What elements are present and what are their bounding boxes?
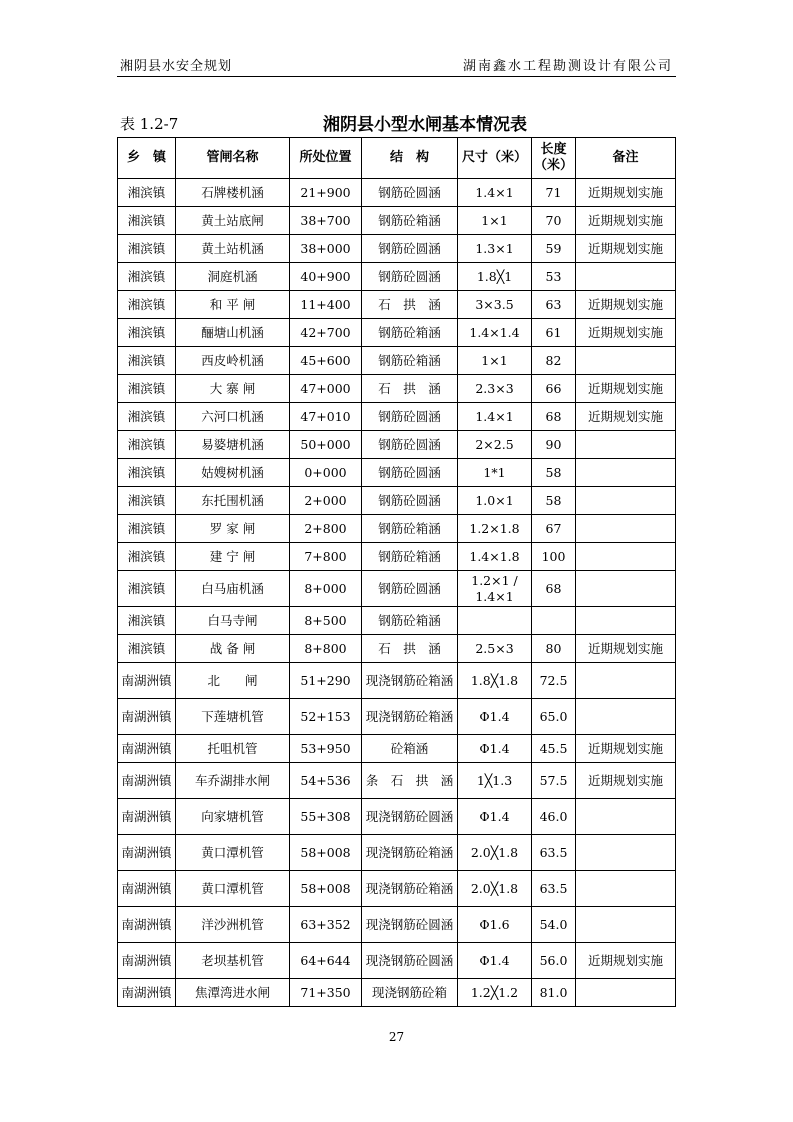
cell-structure: 现浇钢筋砼圆涵 bbox=[362, 907, 458, 943]
cell-note: 近期规划实施 bbox=[576, 179, 676, 207]
header-rule bbox=[117, 76, 676, 77]
running-header-left: 湘阴县水安全规划 bbox=[120, 59, 233, 74]
cell-location: 42+700 bbox=[290, 319, 362, 347]
col-header-location: 所处位置 bbox=[290, 138, 362, 179]
cell-structure: 石 拱 涵 bbox=[362, 375, 458, 403]
cell-name: 和 平 闸 bbox=[176, 291, 290, 319]
cell-location: 71+350 bbox=[290, 979, 362, 1007]
cell-length: 54.0 bbox=[532, 907, 576, 943]
cell-town: 湘滨镇 bbox=[118, 375, 176, 403]
cell-structure: 钢筋砼圆涵 bbox=[362, 571, 458, 607]
table-number: 表 1.2-7 bbox=[120, 115, 179, 133]
cell-name: 黄土站底闸 bbox=[176, 207, 290, 235]
cell-size: 2.3×3 bbox=[458, 375, 532, 403]
table-row bbox=[118, 487, 676, 515]
cell-name: 黄口潭机管 bbox=[176, 871, 290, 907]
cell-size: 2×2.5 bbox=[458, 431, 532, 459]
cell-location: 58+008 bbox=[290, 871, 362, 907]
table-row bbox=[118, 607, 676, 635]
cell-length: 58 bbox=[532, 487, 576, 515]
cell-town: 湘滨镇 bbox=[118, 403, 176, 431]
cell-location: 8+500 bbox=[290, 607, 362, 635]
table-row bbox=[118, 263, 676, 291]
cell-structure: 钢筋砼箱涵 bbox=[362, 515, 458, 543]
cell-length: 45.5 bbox=[532, 735, 576, 763]
table-row bbox=[118, 375, 676, 403]
cell-size: 1.4×1 bbox=[458, 403, 532, 431]
table-row bbox=[118, 663, 676, 699]
cell-name: 建 宁 闸 bbox=[176, 543, 290, 571]
cell-location: 38+700 bbox=[290, 207, 362, 235]
cell-name: 酾塘山机涵 bbox=[176, 319, 290, 347]
cell-structure: 现浇钢筋砼箱 bbox=[362, 979, 458, 1007]
cell-size: 1.2×1.8 bbox=[458, 515, 532, 543]
cell-size: 1╳1.3 bbox=[458, 763, 532, 799]
cell-structure: 钢筋砼圆涵 bbox=[362, 459, 458, 487]
cell-town: 湘滨镇 bbox=[118, 235, 176, 263]
cell-location: 64+644 bbox=[290, 943, 362, 979]
cell-length: 80 bbox=[532, 635, 576, 663]
cell-town: 湘滨镇 bbox=[118, 207, 176, 235]
cell-name: 老坝基机管 bbox=[176, 943, 290, 979]
cell-note bbox=[576, 543, 676, 571]
col-header-structure: 结 构 bbox=[362, 138, 458, 179]
cell-structure: 钢筋砼圆涵 bbox=[362, 487, 458, 515]
table-row bbox=[118, 347, 676, 375]
cell-location: 11+400 bbox=[290, 291, 362, 319]
cell-length: 61 bbox=[532, 319, 576, 347]
cell-name: 向家塘机管 bbox=[176, 799, 290, 835]
cell-size: 1.3×1 bbox=[458, 235, 532, 263]
cell-name: 六河口机涵 bbox=[176, 403, 290, 431]
col-header-size: 尺寸（米） bbox=[458, 138, 532, 179]
cell-size: 2.0╳1.8 bbox=[458, 871, 532, 907]
table-row bbox=[118, 319, 676, 347]
cell-structure: 砼箱涵 bbox=[362, 735, 458, 763]
cell-name: 北 闸 bbox=[176, 663, 290, 699]
cell-length: 67 bbox=[532, 515, 576, 543]
cell-length: 63 bbox=[532, 291, 576, 319]
cell-location: 52+153 bbox=[290, 699, 362, 735]
cell-length: 71 bbox=[532, 179, 576, 207]
cell-length: 90 bbox=[532, 431, 576, 459]
cell-size: 2.0╳1.8 bbox=[458, 835, 532, 871]
cell-location: 53+950 bbox=[290, 735, 362, 763]
cell-name: 洞庭机涵 bbox=[176, 263, 290, 291]
cell-note: 近期规划实施 bbox=[576, 291, 676, 319]
cell-length bbox=[532, 607, 576, 635]
cell-location: 8+000 bbox=[290, 571, 362, 607]
cell-town: 湘滨镇 bbox=[118, 571, 176, 607]
cell-town: 湘滨镇 bbox=[118, 263, 176, 291]
cell-location: 47+010 bbox=[290, 403, 362, 431]
col-header-town: 乡 镇 bbox=[118, 138, 176, 179]
cell-location: 8+800 bbox=[290, 635, 362, 663]
cell-note bbox=[576, 347, 676, 375]
cell-location: 47+000 bbox=[290, 375, 362, 403]
cell-location: 45+600 bbox=[290, 347, 362, 375]
cell-town: 湘滨镇 bbox=[118, 179, 176, 207]
cell-length: 56.0 bbox=[532, 943, 576, 979]
cell-structure: 钢筋砼箱涵 bbox=[362, 607, 458, 635]
cell-size: Φ1.4 bbox=[458, 699, 532, 735]
table-header-row bbox=[118, 138, 676, 179]
col-header-length: 长度（米） bbox=[532, 138, 576, 179]
cell-structure: 石 拱 涵 bbox=[362, 291, 458, 319]
cell-note bbox=[576, 799, 676, 835]
cell-note: 近期规划实施 bbox=[576, 235, 676, 263]
table-title: 湘阴县小型水闸基本情况表 bbox=[323, 115, 527, 135]
cell-size: 3×3.5 bbox=[458, 291, 532, 319]
table-row bbox=[118, 907, 676, 943]
cell-length: 65.0 bbox=[532, 699, 576, 735]
cell-size: 1.8╳1.8 bbox=[458, 663, 532, 699]
table-row bbox=[118, 763, 676, 799]
cell-note: 近期规划实施 bbox=[576, 763, 676, 799]
cell-name: 易婆塘机涵 bbox=[176, 431, 290, 459]
cell-size: 1×1 bbox=[458, 207, 532, 235]
cell-town: 南湖洲镇 bbox=[118, 663, 176, 699]
cell-note: 近期规划实施 bbox=[576, 375, 676, 403]
cell-note bbox=[576, 459, 676, 487]
cell-structure: 现浇钢筋砼箱涵 bbox=[362, 699, 458, 735]
cell-town: 南湖洲镇 bbox=[118, 907, 176, 943]
cell-location: 21+900 bbox=[290, 179, 362, 207]
cell-town: 南湖洲镇 bbox=[118, 979, 176, 1007]
cell-size: 1.4×1.8 bbox=[458, 543, 532, 571]
cell-location: 54+536 bbox=[290, 763, 362, 799]
table-row bbox=[118, 571, 676, 607]
cell-size: Φ1.4 bbox=[458, 799, 532, 835]
cell-structure: 条 石 拱 涵 bbox=[362, 763, 458, 799]
cell-note bbox=[576, 699, 676, 735]
cell-note: 近期规划实施 bbox=[576, 207, 676, 235]
table-row bbox=[118, 235, 676, 263]
cell-size: Φ1.4 bbox=[458, 943, 532, 979]
cell-size: Φ1.4 bbox=[458, 735, 532, 763]
cell-name: 黄土站机涵 bbox=[176, 235, 290, 263]
cell-length: 63.5 bbox=[532, 871, 576, 907]
cell-size: Φ1.6 bbox=[458, 907, 532, 943]
table-row bbox=[118, 735, 676, 763]
cell-length: 68 bbox=[532, 571, 576, 607]
cell-structure: 钢筋砼圆涵 bbox=[362, 263, 458, 291]
table-row bbox=[118, 403, 676, 431]
cell-location: 40+900 bbox=[290, 263, 362, 291]
table-row bbox=[118, 179, 676, 207]
cell-size: 1.8╳1 bbox=[458, 263, 532, 291]
table-row bbox=[118, 543, 676, 571]
cell-note bbox=[576, 871, 676, 907]
cell-note bbox=[576, 979, 676, 1007]
cell-name: 姑嫂树机涵 bbox=[176, 459, 290, 487]
cell-length: 70 bbox=[532, 207, 576, 235]
cell-size: 1.2×1 / 1.4×1 bbox=[458, 571, 532, 607]
col-header-name: 管闸名称 bbox=[176, 138, 290, 179]
cell-structure: 现浇钢筋砼箱涵 bbox=[362, 663, 458, 699]
table-body bbox=[118, 179, 676, 1007]
cell-note bbox=[576, 607, 676, 635]
cell-size: 1.2╳1.2 bbox=[458, 979, 532, 1007]
cell-structure: 钢筋砼圆涵 bbox=[362, 179, 458, 207]
cell-location: 0+000 bbox=[290, 459, 362, 487]
cell-note: 近期规划实施 bbox=[576, 319, 676, 347]
cell-size: 2.5×3 bbox=[458, 635, 532, 663]
cell-structure: 钢筋砼圆涵 bbox=[362, 235, 458, 263]
cell-location: 58+008 bbox=[290, 835, 362, 871]
table-row bbox=[118, 835, 676, 871]
cell-structure: 现浇钢筋砼箱涵 bbox=[362, 835, 458, 871]
table-row bbox=[118, 871, 676, 907]
cell-name: 大 寨 闸 bbox=[176, 375, 290, 403]
cell-name: 西皮岭机涵 bbox=[176, 347, 290, 375]
cell-location: 2+000 bbox=[290, 487, 362, 515]
cell-length: 63.5 bbox=[532, 835, 576, 871]
cell-note bbox=[576, 487, 676, 515]
table-row bbox=[118, 699, 676, 735]
cell-size: 1.0×1 bbox=[458, 487, 532, 515]
cell-length: 46.0 bbox=[532, 799, 576, 835]
cell-length: 57.5 bbox=[532, 763, 576, 799]
cell-structure: 现浇钢筋砼圆涵 bbox=[362, 799, 458, 835]
cell-structure: 石 拱 涵 bbox=[362, 635, 458, 663]
cell-note bbox=[576, 515, 676, 543]
cell-note: 近期规划实施 bbox=[576, 735, 676, 763]
cell-town: 南湖洲镇 bbox=[118, 763, 176, 799]
table-row bbox=[118, 635, 676, 663]
cell-note bbox=[576, 663, 676, 699]
cell-location: 55+308 bbox=[290, 799, 362, 835]
cell-name: 白马庙机涵 bbox=[176, 571, 290, 607]
cell-length: 100 bbox=[532, 543, 576, 571]
sluice-table bbox=[117, 137, 676, 1007]
cell-name: 托咀机管 bbox=[176, 735, 290, 763]
table-row bbox=[118, 799, 676, 835]
cell-town: 南湖洲镇 bbox=[118, 699, 176, 735]
cell-note: 近期规划实施 bbox=[576, 635, 676, 663]
cell-name: 战 备 闸 bbox=[176, 635, 290, 663]
table-row bbox=[118, 207, 676, 235]
cell-town: 湘滨镇 bbox=[118, 607, 176, 635]
table-row bbox=[118, 459, 676, 487]
cell-structure: 钢筋砼箱涵 bbox=[362, 347, 458, 375]
cell-name: 黄口潭机管 bbox=[176, 835, 290, 871]
table-row bbox=[118, 431, 676, 459]
cell-note bbox=[576, 263, 676, 291]
cell-length: 68 bbox=[532, 403, 576, 431]
table-row bbox=[118, 979, 676, 1007]
cell-size bbox=[458, 607, 532, 635]
cell-structure: 现浇钢筋砼箱涵 bbox=[362, 871, 458, 907]
cell-town: 湘滨镇 bbox=[118, 515, 176, 543]
cell-location: 2+800 bbox=[290, 515, 362, 543]
cell-town: 南湖洲镇 bbox=[118, 735, 176, 763]
cell-location: 51+290 bbox=[290, 663, 362, 699]
cell-name: 罗 家 闸 bbox=[176, 515, 290, 543]
cell-structure: 钢筋砼圆涵 bbox=[362, 403, 458, 431]
cell-town: 湘滨镇 bbox=[118, 347, 176, 375]
cell-name: 车乔湖排水闸 bbox=[176, 763, 290, 799]
cell-note bbox=[576, 431, 676, 459]
cell-name: 石牌楼机涵 bbox=[176, 179, 290, 207]
cell-town: 南湖洲镇 bbox=[118, 943, 176, 979]
cell-town: 湘滨镇 bbox=[118, 543, 176, 571]
table-row bbox=[118, 291, 676, 319]
cell-structure: 现浇钢筋砼圆涵 bbox=[362, 943, 458, 979]
cell-location: 38+000 bbox=[290, 235, 362, 263]
cell-note bbox=[576, 571, 676, 607]
cell-town: 湘滨镇 bbox=[118, 487, 176, 515]
page-number: 27 bbox=[388, 1030, 405, 1044]
cell-length: 58 bbox=[532, 459, 576, 487]
cell-length: 81.0 bbox=[532, 979, 576, 1007]
cell-name: 白马寺闸 bbox=[176, 607, 290, 635]
cell-size: 1.4×1 bbox=[458, 179, 532, 207]
cell-length: 72.5 bbox=[532, 663, 576, 699]
cell-name: 下莲塘机管 bbox=[176, 699, 290, 735]
cell-town: 湘滨镇 bbox=[118, 635, 176, 663]
cell-town: 湘滨镇 bbox=[118, 431, 176, 459]
running-header-right: 湖南鑫水工程勘测设计有限公司 bbox=[462, 59, 673, 74]
cell-size: 1.4×1.4 bbox=[458, 319, 532, 347]
cell-length: 82 bbox=[532, 347, 576, 375]
cell-note: 近期规划实施 bbox=[576, 403, 676, 431]
cell-name: 焦潭湾进水闸 bbox=[176, 979, 290, 1007]
cell-town: 南湖洲镇 bbox=[118, 799, 176, 835]
cell-location: 7+800 bbox=[290, 543, 362, 571]
cell-structure: 钢筋砼箱涵 bbox=[362, 319, 458, 347]
cell-location: 63+352 bbox=[290, 907, 362, 943]
cell-structure: 钢筋砼箱涵 bbox=[362, 207, 458, 235]
table-row bbox=[118, 515, 676, 543]
cell-length: 53 bbox=[532, 263, 576, 291]
cell-structure: 钢筋砼圆涵 bbox=[362, 431, 458, 459]
cell-name: 东托围机涵 bbox=[176, 487, 290, 515]
cell-town: 湘滨镇 bbox=[118, 459, 176, 487]
cell-location: 50+000 bbox=[290, 431, 362, 459]
cell-length: 59 bbox=[532, 235, 576, 263]
cell-size: 1*1 bbox=[458, 459, 532, 487]
cell-size: 1×1 bbox=[458, 347, 532, 375]
col-header-note: 备注 bbox=[576, 138, 676, 179]
cell-town: 南湖洲镇 bbox=[118, 835, 176, 871]
table-row bbox=[118, 943, 676, 979]
cell-town: 南湖洲镇 bbox=[118, 871, 176, 907]
cell-structure: 钢筋砼箱涵 bbox=[362, 543, 458, 571]
cell-name: 洋沙洲机管 bbox=[176, 907, 290, 943]
cell-town: 湘滨镇 bbox=[118, 319, 176, 347]
cell-note: 近期规划实施 bbox=[576, 943, 676, 979]
cell-length: 66 bbox=[532, 375, 576, 403]
cell-note bbox=[576, 907, 676, 943]
cell-note bbox=[576, 835, 676, 871]
cell-town: 湘滨镇 bbox=[118, 291, 176, 319]
